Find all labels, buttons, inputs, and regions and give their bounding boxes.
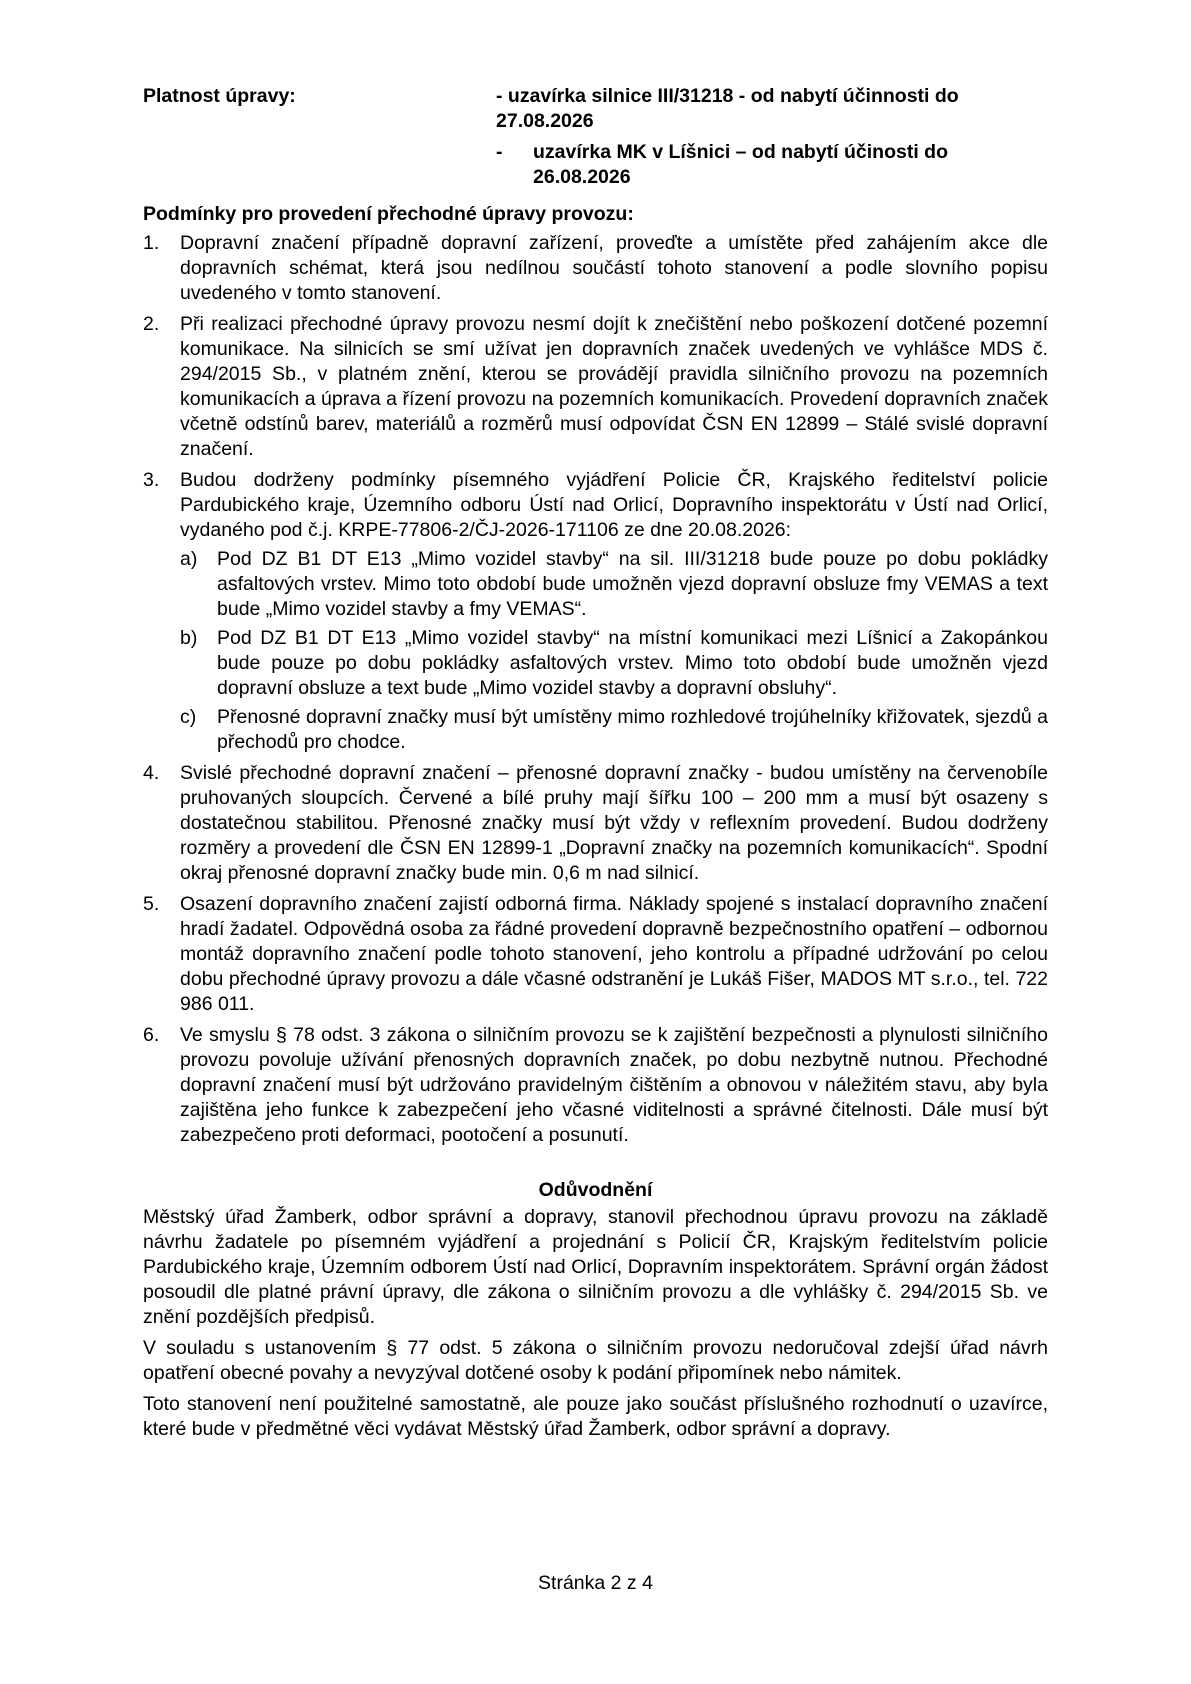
reasoning-paragraph: Toto stanovení není použitelné samostatně, ale pouze jako součást příslušného rozhodnutí o uzavírce, které bude v předmětné věci vydávat Městský úřad Žamberk, odbor správní a dopravy. <box>143 1393 1048 1440</box>
validity-label: Platnost úpravy: <box>143 85 296 107</box>
validity-item-road: - uzavírka silnice III/31218 - od nabytí účinnosti do 27.08.2026 <box>496 85 959 132</box>
validity-items <box>496 84 1048 190</box>
condition-item <box>143 761 1048 886</box>
condition-number: 3. <box>143 469 160 491</box>
subcondition-text: Pod DZ B1 DT E13 „Mimo vozidel stavby“ na sil. III/31218 bude pouze po dobu pokládky asfaltových vrstev. Mimo toto období bude umožněn vjezd dopravní obsluze fmy VEMAS a text bude „Mimo vozidel stavby a fmy VEMAS“. <box>217 548 1048 620</box>
validity-item-local-road-text: uzavírka MK v Líšnici – od nabytí účinosti do 26.08.2026 <box>533 141 948 188</box>
condition-number: 6. <box>143 1024 160 1046</box>
conditions-heading: Podmínky pro provedení přechodné úpravy provozu: <box>143 203 634 225</box>
condition-item <box>143 312 1048 462</box>
condition-text: Dopravní značení případně dopravní zařízení, proveďte a umístěte před zahájením akce dle dopravních schémat, která jsou nedílnou součástí tohoto stanovení a podle slovního popisu uvedeného v tomto stanovení. <box>180 232 1048 304</box>
document-page <box>143 84 1048 1448</box>
subcondition-text: Přenosné dopravní značky musí být umístěny mimo rozhledové trojúhelníky křižovatek, sjezdů a přechodů pro chodce. <box>217 706 1048 753</box>
subcondition-item <box>180 547 1048 622</box>
condition-item <box>143 1023 1048 1148</box>
condition-text: Osazení dopravního značení zajistí odborná firma. Náklady spojené s instalací dopravního značení hradí žadatel. Odpovědná osoba za řádné provedení dopravně bezpečnostního opatření – odbornou montáž dopravního značení podle tohoto stanovení, jeho kontrolu a případné udržování po celou dobu přechodné úpravy provozu a dále včasné odstranění je Lukáš Fišer, MADOS MT s.r.o., tel. 722 986 011. <box>180 893 1048 1015</box>
subcondition-item <box>180 626 1048 701</box>
subcondition-text: Pod DZ B1 DT E13 „Mimo vozidel stavby“ na místní komunikaci mezi Líšnicí a Zakopánkou bude pouze po dobu pokládky asfaltových vrstev. Mimo toto období bude umožněn vjezd dopravní obsluze a text bude „Mimo vozidel stavby a dopravní obsluhy“. <box>217 627 1048 699</box>
validity-item-local-road <box>496 140 1048 190</box>
condition-item <box>143 468 1048 755</box>
conditions-list <box>143 231 1048 1148</box>
page-number-footer: Stránka 2 z 4 <box>538 1572 653 1594</box>
reasoning-paragraph: V souladu s ustanovením § 77 odst. 5 zákona o silničním provozu nedoručoval zdejší úřad návrh opatření obecné povahy a nevyzýval dotčené osoby k podání připomínek nebo námitek. <box>143 1337 1048 1384</box>
condition-item <box>143 231 1048 306</box>
reasoning-section <box>143 1205 1048 1442</box>
reasoning-paragraph: Městský úřad Žamberk, odbor správní a dopravy, stanovil přechodnou úpravu provozu na základě návrhu žadatele po písemném vyjádření a projednání s Policií ČR, Krajským ředitelstvím policie Pardubického kraje, Územním odborem Ústí nad Orlicí, Dopravním inspektorátem. Správní orgán žádost posoudil dle platné právní úpravy, dle zákona o silničním provozu a dle vyhlášky č. 294/2015 Sb. ve znění pozdějších předpisů. <box>143 1206 1048 1328</box>
condition-number: 2. <box>143 313 160 335</box>
condition-item <box>143 892 1048 1017</box>
condition-text: Ve smyslu § 78 odst. 3 zákona o silničním provozu se k zajištění bezpečnosti a plynulosti silničního provozu povoluje užívání přenosných dopravních značek, po dobu nezbytně nutnou. Přechodné dopravní značení musí být udržováno pravidelným čištěním a obnovou v náležitém stavu, aby byla zajištěna jeho funkce k zabezpečení jeho včasné viditelnosti a správné čitelnosti. Dále musí být zabezpečeno proti deformaci, pootočení a posunutí. <box>180 1024 1048 1146</box>
validity-dash: - <box>496 141 503 163</box>
condition-text: Při realizaci přechodné úpravy provozu nesmí dojít k znečištění nebo poškození dotčené pozemní komunikace. Na silnicích se smí užívat jen dopravních značek uvedených ve vyhlášce MDS č. 294/2015 Sb., v platném znění, kterou se provádějí pravidla silničního provozu na pozemních komunikacích a úprava a řízení provozu na pozemních komunikacích. Provedení dopravních značek včetně odstínů barev, materiálů a rozměrů musí odpovídat ČSN EN 12899 – Stálé svislé dopravní značení. <box>180 313 1048 460</box>
condition-text: Svislé přechodné dopravní značení – přenosné dopravní značky - budou umístěny na červenobíle pruhovaných sloupcích. Červené a bílé pruhy mají šířku 100 – 200 mm a musí být osazeny s dostatečnou stabilitou. Přenosné značky musí být vždy v reflexním provedení. Budou dodrženy rozměry a provedení dle ČSN EN 12899-1 „Dopravní značky na pozemních komunikacích“. Spodní okraj přenosné dopravní značky bude min. 0,6 m nad silnicí. <box>180 762 1048 884</box>
subcondition-letter: b) <box>180 627 198 649</box>
condition-number: 4. <box>143 762 160 784</box>
condition-number: 5. <box>143 893 160 915</box>
reasoning-title: Odůvodnění <box>538 1179 653 1201</box>
subcondition-letter: a) <box>180 548 198 570</box>
subcondition-item <box>180 705 1048 755</box>
validity-section <box>143 84 1048 190</box>
subcondition-letter: c) <box>180 706 197 728</box>
condition-number: 1. <box>143 232 160 254</box>
condition-text: Budou dodrženy podmínky písemného vyjádření Policie ČR, Krajského ředitelství policie Pardubického kraje, Územního odboru Ústí nad Orlicí, Dopravního inspektorátu v Ústí nad Orlicí, vydaného pod č.j. KRPE-77806-2/ČJ-2026-171106 ze dne 20.08.2026: <box>180 469 1048 541</box>
